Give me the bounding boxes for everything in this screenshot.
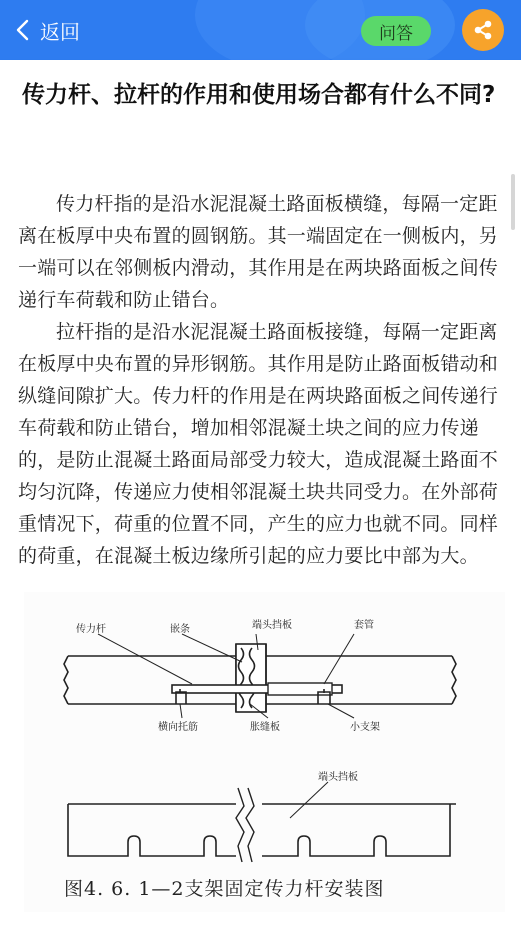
figure-caption: 图4. 6. 1—2支架固定传力杆安装图 — [64, 878, 385, 900]
scrollbar-thumb[interactable] — [511, 174, 515, 230]
top-navigation-bar — [0, 0, 521, 60]
answer-paragraph-1: 传力杆指的是沿水泥混凝土路面板横缝，每隔一定距离在板厚中央布置的圆钢筋。其一端固定在一侧板内，另一端可以在邻侧板内滑动，其作用是在两块路面板之间传递行车荷载和防止错台。 — [18, 193, 499, 311]
dowel-diagram — [24, 592, 505, 912]
lower-section-drawing — [68, 782, 456, 862]
share-icon — [472, 19, 494, 41]
answer-paragraph-2: 拉杆指的是沿水泥混凝土路面板接缝，每隔一定距离在板厚中央布置的异形钢筋。其作用是防止路面板错动和纵缝间隙扩大。传力杆的作用是在两块路面板之间传递行车荷载和防止错台，增加相邻混凝土块之间的应力传递的，是防止混凝土路面局部受力较大，造成混凝土路面不均匀沉降，传递应力使相邻混凝土块共同受力。在外部荷重情况下，荷重的位置不同，产生的应力也就不同。同样的荷重，在混凝土板边缘所引起的应力要比中部为大。 — [18, 321, 499, 567]
label-sleeve: 套管 — [354, 620, 374, 631]
qa-button[interactable]: 问答 — [361, 16, 431, 46]
upper-section-drawing — [64, 634, 456, 718]
dowel-installation-figure — [24, 592, 505, 912]
question-title: 传力杆、拉杆的作用和使用场合都有什么不同? — [22, 82, 496, 108]
label-joint-board: 胀缝板 — [250, 722, 280, 733]
label-dowel: 传力杆 — [76, 624, 106, 635]
back-label: 返回 — [40, 19, 80, 44]
back-button[interactable] — [14, 14, 80, 46]
question-title-card — [0, 60, 521, 166]
chevron-left-icon — [14, 18, 32, 42]
share-button[interactable] — [462, 9, 504, 51]
label-transverse-support: 横向托筋 — [158, 722, 198, 733]
label-strip: 嵌条 — [170, 624, 190, 635]
label-end-plate-bottom: 端头挡板 — [318, 772, 358, 783]
label-small-bracket: 小支架 — [350, 722, 380, 733]
label-end-plate-top: 端头挡板 — [252, 620, 292, 631]
